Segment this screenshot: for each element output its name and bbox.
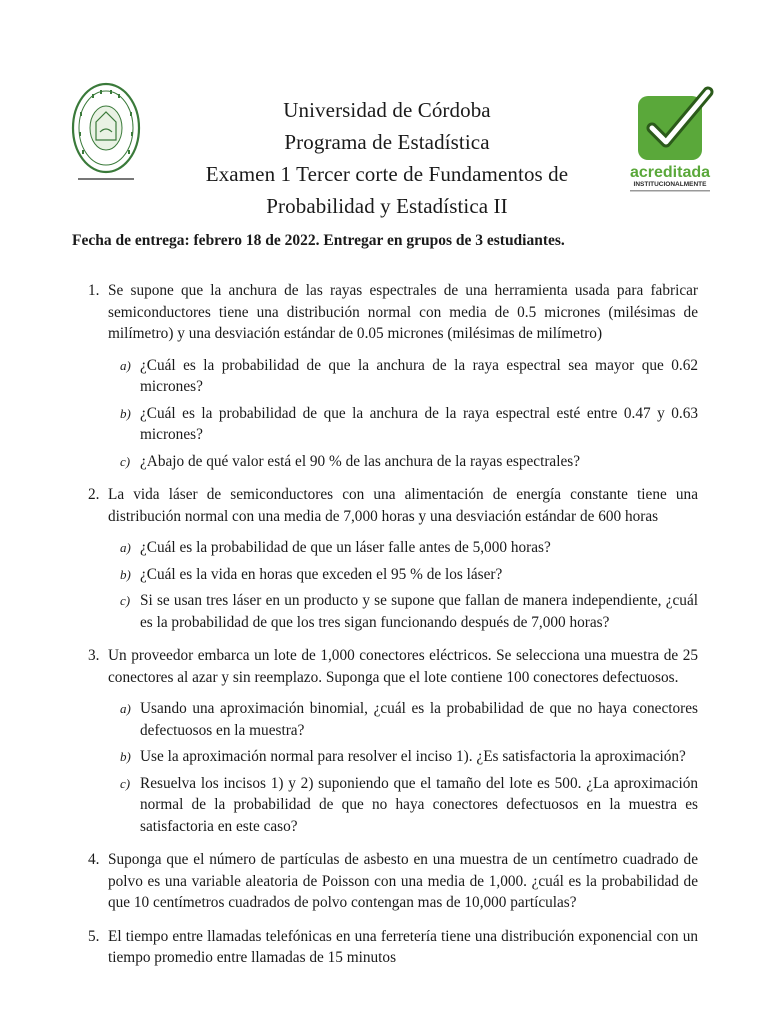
subquestion-label: c) (120, 453, 131, 469)
subquestion-text: Si se usan tres láser en un producto y se supone que fallan de manera independiente, ¿cuál es la probabilidad de que los tres sigan funcionando después de 7,000 horas? (140, 592, 698, 631)
subquestion-item (108, 564, 698, 586)
subquestion-item (108, 773, 698, 838)
subquestions-list (108, 537, 698, 633)
question-number: 3. (88, 647, 100, 664)
question-number: 2. (88, 486, 100, 503)
subquestion-label: c) (120, 593, 131, 608)
subquestion-item (108, 403, 698, 446)
subquestion-text: Usando una aproximación binomial, ¿cuál es la probabilidad de que no haya conectores defectuosos en la muestra? (140, 700, 698, 739)
question-text: Un proveedor embarca un lote de 1,000 conectores eléctricos. Se selecciona una muestra de 25 conectores al azar y sin reemplazo. Suponga que el lote contiene 100 conectores defectuosos. (108, 647, 698, 686)
question-number: 1. (88, 282, 100, 299)
institucionalmente-word: INSTITUCIONALMENTE (633, 181, 707, 188)
question-item (72, 280, 698, 472)
acreditada-logo (624, 86, 714, 198)
subquestion-text: Resuelva los incisos 1) y 2) suponiendo que el tamaño del lote es 500. ¿La aproximación normal de la probabilidad de que no haya conectores defectuosos en la muestra es satisfactoria en este caso? (140, 774, 698, 835)
document-title (150, 94, 624, 222)
subquestion-item (108, 537, 698, 559)
subquestion-text: ¿Cuál es la probabilidad de que la anchura de la raya espectral sea mayor que 0.62 micrones? (140, 356, 698, 395)
subquestion-text: Use la aproximación normal para resolver el inciso 1). ¿Es satisfactoria la aproximación? (140, 748, 686, 765)
question-text: Se supone que la anchura de las rayas espectrales de una herramienta usada para fabricar semiconductores tiene una distribución normal con media de 0.5 micrones (milésimas de milímetro) y una desviación estándar de 0.05 micrones (milésimas de milímetro) (108, 282, 698, 342)
question-item (72, 645, 698, 837)
title-line-program: Programa de Estadística (284, 130, 490, 154)
subquestion-label: c) (120, 775, 131, 791)
subquestions-list (108, 355, 698, 473)
question-number: 5. (88, 927, 100, 945)
subquestion-label: a) (120, 701, 131, 716)
subquestion-text: ¿Abajo de qué valor está el 90 % de las anchura de la rayas espectrales? (140, 452, 581, 470)
question-item (72, 849, 698, 914)
university-seal-logo (70, 82, 142, 186)
title-line-exam: Examen 1 Tercer corte de Fundamentos de (205, 162, 569, 186)
subquestion-label: b) (120, 749, 131, 764)
subquestion-text: ¿Cuál es la probabilidad de que la anchura de la raya espectral esté entre 0.47 y 0.63 micrones? (140, 404, 698, 443)
question-item (72, 926, 698, 969)
question-item (72, 484, 698, 633)
question-number: 4. (88, 851, 100, 868)
question-text: Suponga que el número de partículas de asbesto en una muestra de un centímetro cuadrado de polvo es una variable aleatoria de Poisson con una media de 1,000. ¿cuál es la probabilidad de que 10 centímetros cuadrados de polvo contengan mas de 10,000 partículas? (108, 851, 698, 911)
question-text: El tiempo entre llamadas telefónicas en una ferretería tiene una distribución exponencial con un tiempo promedio entre llamadas de 15 minutos (108, 927, 698, 966)
delivery-instructions: Fecha de entrega: febrero 18 de 2022. Entregar en grupos de 3 estudiantes. (72, 232, 565, 249)
title-line-university: Universidad de Córdoba (283, 98, 491, 122)
subquestion-label: b) (120, 566, 131, 582)
subquestions-list (108, 698, 698, 837)
subquestion-label: b) (120, 405, 131, 421)
subquestion-text: ¿Cuál es la probabilidad de que un láser falle antes de 5,000 horas? (140, 539, 551, 556)
subquestion-item (108, 590, 698, 633)
subquestion-item (108, 698, 698, 741)
question-text: La vida láser de semiconductores con una alimentación de energía constante tiene una distribución normal con una media de 7,000 horas y una desviación estándar de 600 horas (108, 486, 698, 525)
questions-list (72, 280, 698, 981)
acreditada-word: acreditada (629, 164, 711, 181)
subquestion-label: a) (120, 357, 131, 373)
subquestion-text: ¿Cuál es la vida en horas que exceden el 95 % de los láser? (140, 565, 503, 583)
subquestion-item (108, 355, 698, 398)
subquestion-label: a) (120, 540, 131, 555)
subquestion-item (108, 746, 698, 768)
title-line-course: Probabilidad y Estadística II (266, 194, 508, 218)
subquestion-item (108, 451, 698, 473)
